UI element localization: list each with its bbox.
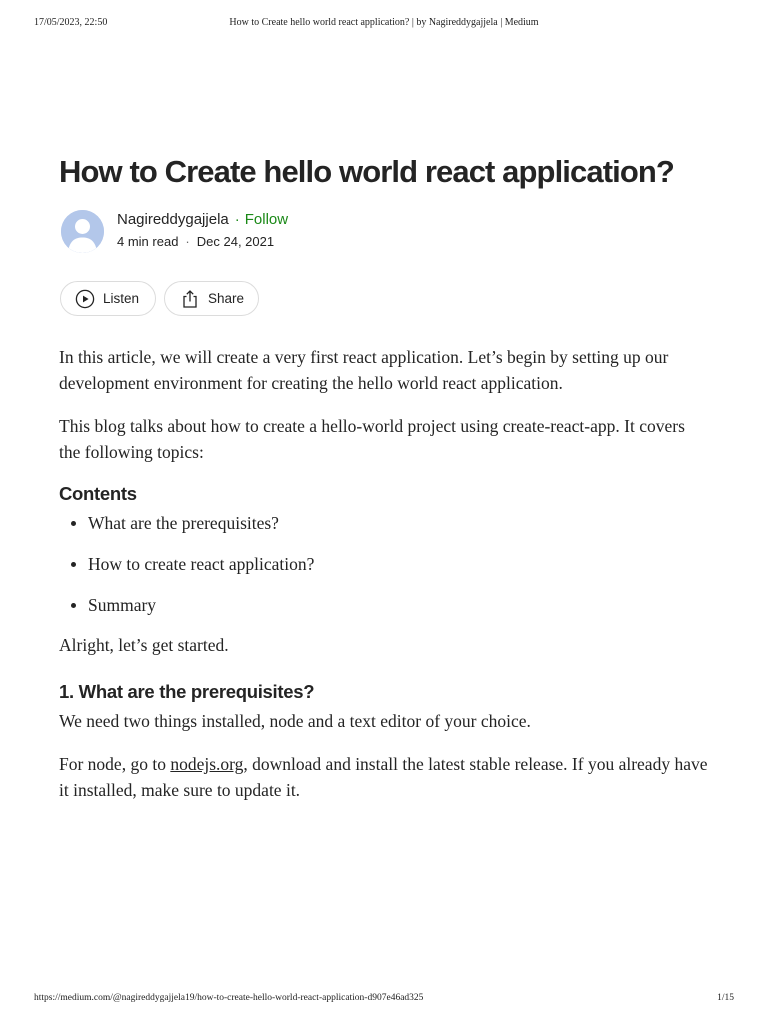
- listen-label: Listen: [103, 291, 140, 306]
- article-actions: [59, 281, 709, 317]
- author-block: [59, 210, 709, 254]
- article-title: How to Create hello world react application?: [59, 154, 674, 189]
- nodejs-link[interactable]: nodejs.org: [170, 754, 244, 774]
- section-heading-prerequisites: 1. What are the prerequisites?: [59, 681, 315, 702]
- page-number: 1/15: [717, 993, 734, 1003]
- publish-date: Dec 24, 2021: [196, 234, 275, 249]
- user-avatar-icon[interactable]: [61, 210, 104, 253]
- print-page-title: How to Create hello world react application? | by Nagireddygajjela | Medium: [229, 17, 539, 28]
- node-text-after: , download and install the latest stable release. If you already have it installed, make sure to update it.: [59, 754, 708, 800]
- node-text-before: For node, go to: [59, 754, 171, 774]
- list-item: What are the prerequisites?: [59, 510, 709, 536]
- topics-paragraph: This blog talks about how to create a hello-world project using create-react-app. It covers the following topics:: [59, 416, 685, 462]
- print-date: 17/05/2023, 22:50: [34, 17, 108, 28]
- play-circle-icon: [74, 288, 96, 310]
- follow-button[interactable]: Follow: [244, 211, 289, 228]
- prerequisites-paragraph: We need two things installed, node and a text editor of your choice.: [59, 711, 531, 731]
- node-paragraph: [59, 751, 709, 803]
- contents-heading: Contents: [59, 483, 137, 504]
- listen-button[interactable]: [60, 281, 156, 316]
- author-line: [117, 210, 288, 230]
- print-url: https://medium.com/@nagireddygajjela19/how-to-create-hello-world-react-application-d907e46ad325: [34, 993, 424, 1003]
- contents-list: [59, 510, 709, 618]
- author-meta: [117, 210, 288, 252]
- article-body: [59, 344, 709, 803]
- share-label: Share: [208, 291, 245, 306]
- share-button[interactable]: [164, 281, 259, 316]
- share-icon: [179, 288, 201, 310]
- print-header: [34, 17, 734, 31]
- author-name[interactable]: Nagireddygajjela: [117, 211, 229, 228]
- article: [59, 152, 709, 820]
- author-separator: ·: [234, 211, 240, 228]
- print-footer: [34, 993, 734, 1007]
- list-item: Summary: [59, 592, 709, 618]
- list-item: How to create react application?: [59, 551, 709, 577]
- intro-paragraph: In this article, we will create a very first react application. Let’s begin by setting up our development environment for creating the hello world react application.: [59, 347, 669, 393]
- start-paragraph: Alright, let’s get started.: [59, 635, 229, 655]
- read-time: 4 min read: [117, 234, 179, 249]
- article-meta: [117, 232, 288, 252]
- meta-separator: ·: [185, 234, 190, 249]
